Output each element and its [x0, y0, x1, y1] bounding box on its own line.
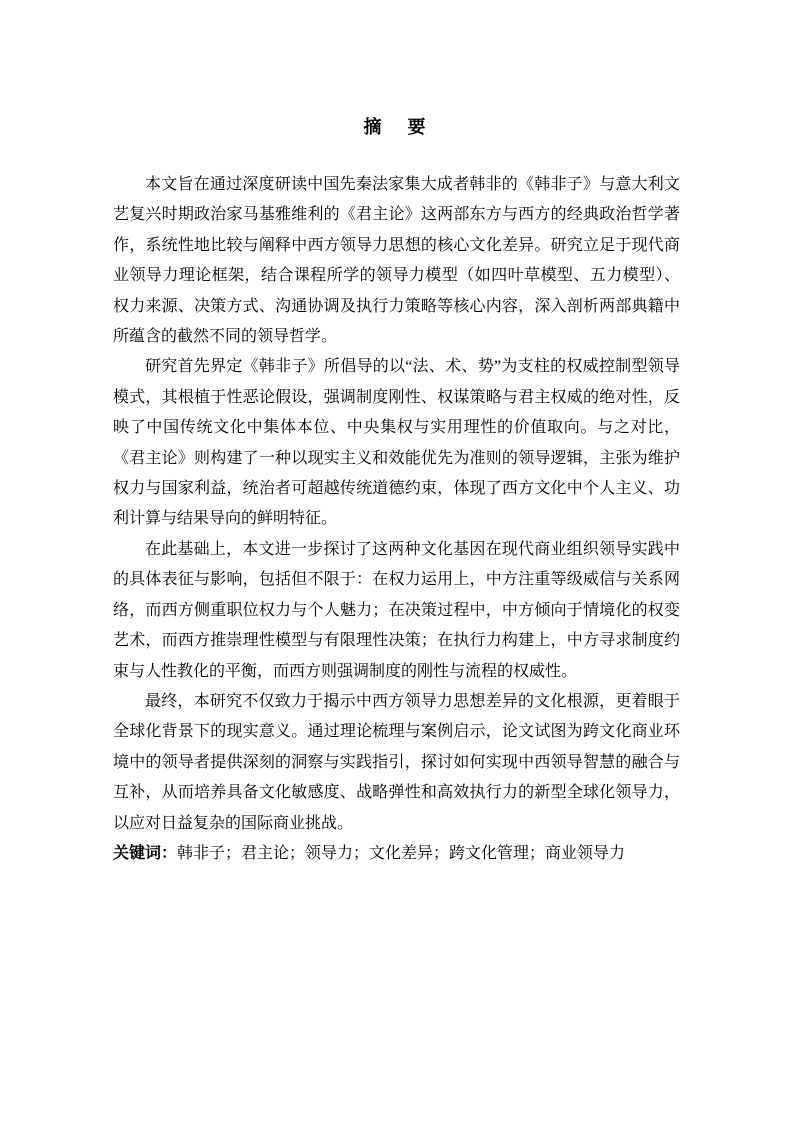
abstract-paragraph-1: 本文旨在通过深度研读中国先秦法家集大成者韩非的《韩非子》与意大利文艺复兴时期政治家马基雅维利的《君主论》这两部东方与西方的经典政治哲学著作，系统性地比较与阐释中西方领导力思想的核心文化差异。研究立足于现代商业领导力理论框架，结合课程所学的领导力模型（如四叶草模型、五力模型）、权力来源、决策方式、沟通协调及执行力策略等核心内容，深入剖析两部典籍中所蕴含的截然不同的领导哲学。: [113, 176, 680, 346]
keywords-line: [113, 839, 680, 869]
abstract-paragraph-2: 研究首先界定《韩非子》所倡导的以“法、术、势”为支柱的权威控制型领导模式，其根植于性恶论假设，强调制度刚性、权谋策略与君主权威的绝对性，反映了中国传统文化中集体本位、中央集权与实用理性的价值取向。与之对比，《君主论》则构建了一种以现实主义和效能优先为准则的领导逻辑，主张为维护权力与国家利益，统治者可超越传统道德约束，体现了西方文化中个人主义、功利计算与结果导向的鲜明特征。: [113, 358, 680, 528]
keywords-label: 关键词：: [113, 844, 178, 862]
abstract-paragraph-3: 在此基础上，本文进一步探讨了这两种文化基因在现代商业组织领导实践中的具体表征与影响，包括但不限于：在权力运用上，中方注重等级威信与关系网络，而西方侧重职位权力与个人魅力；在决策过程中，中方倾向于情境化的权变艺术，而西方推崇理性模型与有限理性决策；在执行力构建上，中方寻求制度约束与人性教化的平衡，而西方则强调制度的刚性与流程的权威性。: [113, 540, 680, 680]
abstract-title: 摘 要: [363, 117, 430, 137]
abstract-paragraph-4: 最终，本研究不仅致力于揭示中西方领导力思想差异的文化根源，更着眼于全球化背景下的现实意义。通过理论梳理与案例启示，论文试图为跨文化商业环境中的领导者提供深刻的洞察与实践指引，探讨如何实现中西领导智慧的融合与互补，从而培养具备文化敏感度、战略弹性和高效执行力的新型全球化领导力，以应对日益复杂的国际商业挑战。: [113, 692, 680, 832]
keywords-text: 韩非子；君主论；领导力；文化差异；跨文化管理；商业领导力: [177, 844, 626, 862]
abstract-body: [113, 170, 680, 839]
